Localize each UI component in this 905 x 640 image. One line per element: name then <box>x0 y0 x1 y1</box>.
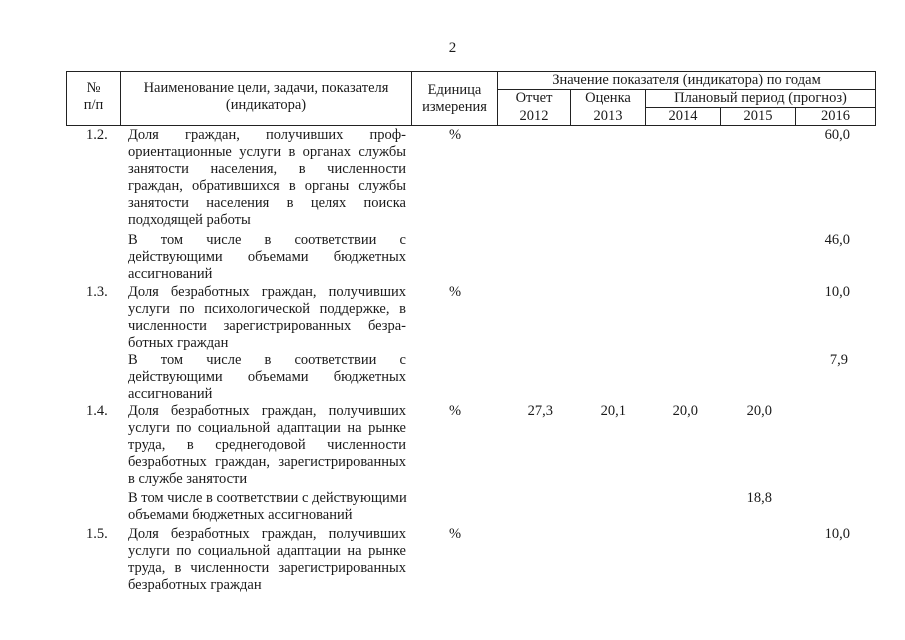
value-2012: 27,3 <box>527 403 553 419</box>
row-unit: % <box>449 127 462 143</box>
row-name-line: действующими объемами бюджетных <box>128 249 406 265</box>
header-num-line2: п/п <box>83 97 104 113</box>
row-name-line: Доля граждан, получивших проф- <box>128 127 406 143</box>
header-estimate-year: 2013 <box>593 108 623 124</box>
value-2016: 60,0 <box>824 127 850 143</box>
row-name-line: Доля безработных граждан, получивших <box>128 526 406 542</box>
row-name-line: ассигнований <box>128 386 213 402</box>
row-unit: % <box>449 284 462 300</box>
header-estimate-label: Оценка <box>585 90 631 106</box>
header-unit-line1: Единица <box>427 82 482 98</box>
value-2015: 18,8 <box>746 490 772 506</box>
value-2016: 10,0 <box>824 526 850 542</box>
header-unit-line2: измерения <box>422 99 487 115</box>
row-name-line: ботных граждан <box>128 335 229 351</box>
row-name-line: В том числе в соответствии с действующими <box>128 490 407 506</box>
row-name-line: труда, в среднегодовой численности <box>128 437 406 453</box>
row-name-line: ассигнований <box>128 266 213 282</box>
value-2016: 10,0 <box>824 284 850 300</box>
row-name-line: Доля безработных граждан, получивших <box>128 284 406 300</box>
header-plan-label: Плановый период (прогноз) <box>674 90 847 106</box>
header-year-2015: 2015 <box>743 108 773 124</box>
row-name-line: услуги по психологической поддержке, в <box>128 301 406 317</box>
row-name-line: в службе занятости <box>128 471 248 487</box>
row-name-line: действующими объемами бюджетных <box>128 369 406 385</box>
row-number: 1.2. <box>86 127 108 143</box>
value-2016: 7,9 <box>829 352 848 368</box>
row-name-line: подходящей работы <box>128 212 251 228</box>
row-name-line: В том числе в соответствии с <box>128 232 406 248</box>
row-name-line: В том числе в соответствии с <box>128 352 406 368</box>
header-name-line2: (индикатора) <box>225 97 307 113</box>
header-name-line1: Наименование цели, задачи, показателя <box>143 80 389 96</box>
value-2013: 20,1 <box>600 403 626 419</box>
value-2015: 20,0 <box>746 403 772 419</box>
header-year-2014: 2014 <box>668 108 698 124</box>
row-name-line: занятости населения, в численности <box>128 161 406 177</box>
header-num-line1: № <box>86 80 101 96</box>
row-unit: % <box>449 526 462 542</box>
row-number: 1.4. <box>86 403 108 419</box>
row-name-line: занятости населения в целях поиска <box>128 195 406 211</box>
header-report-year: 2012 <box>519 108 549 124</box>
row-name-line: услуги по социальной адаптации на рынке <box>128 543 406 559</box>
row-name-line: Доля безработных граждан, получивших <box>128 403 406 419</box>
row-name-line: ориентационные услуги в органах службы <box>128 144 406 160</box>
row-number: 1.3. <box>86 284 108 300</box>
row-unit: % <box>449 403 462 419</box>
header-values-title: Значение показателя (индикатора) по годам <box>552 72 821 88</box>
value-2016: 46,0 <box>824 232 850 248</box>
row-name-line: труда, в численности зарегистрированных <box>128 560 406 576</box>
value-2014: 20,0 <box>672 403 698 419</box>
page-number: 2 <box>448 40 457 56</box>
row-name-line: численности зарегистрированных безра- <box>128 318 406 334</box>
header-report-label: Отчет <box>515 90 553 106</box>
row-name-line: граждан, обратившихся в органы службы <box>128 178 406 194</box>
row-name-line: услуги по социальной адаптации на рынке <box>128 420 406 436</box>
row-number: 1.5. <box>86 526 108 542</box>
row-name-line: безработных граждан <box>128 577 262 593</box>
row-name-line: безработных граждан, зарегистрированных <box>128 454 406 470</box>
header-year-2016: 2016 <box>821 108 850 124</box>
row-name-line: объемами бюджетных ассигнований <box>128 507 353 523</box>
